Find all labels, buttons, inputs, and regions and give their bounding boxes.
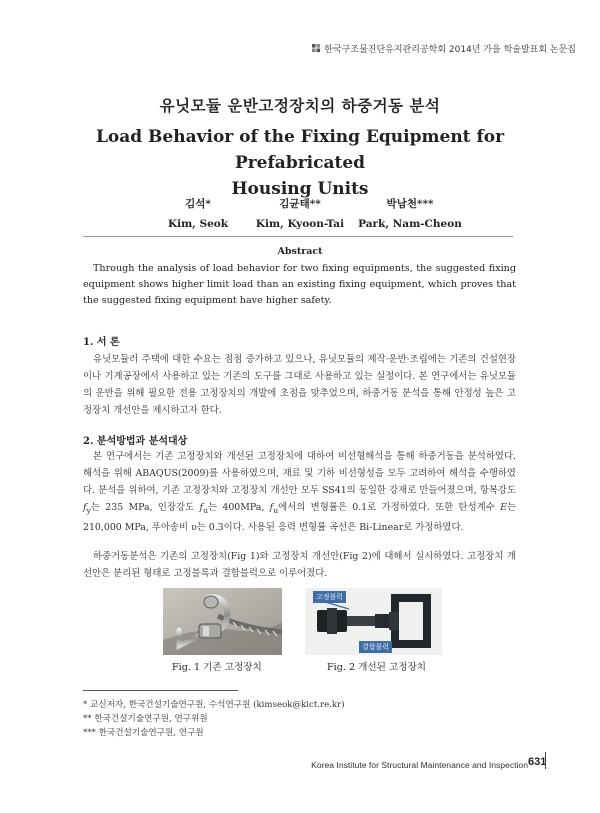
english-title-line2: Housing Units <box>231 179 369 199</box>
author-korean-name: 박남천*** <box>386 198 434 210</box>
tensile-strength-subscript: u <box>273 505 279 515</box>
section-2-heading: 2. 분석방법과 분석대상 <box>83 436 188 447</box>
author-3 <box>350 194 470 234</box>
arrow-icon <box>323 600 353 612</box>
figure-1-photo <box>163 588 282 655</box>
figure-1-caption: Fig. 1 기존 고정장치 <box>172 662 262 673</box>
author-english-name: Kim, Kyoon-Tai <box>255 218 345 230</box>
para-text: 는 210,000 MPa, 푸아송비 <box>83 502 516 533</box>
tensile-strength-subscript: u <box>202 505 208 515</box>
page-number-divider <box>545 752 546 769</box>
abstract-body: Through the analysis of load behavior for two fixing equipments, the suggested fixing equipment shows higher limit load than an existing fixing equipment, which proves that the suggested fixing equipment have higher safety. <box>83 263 516 306</box>
section-1-heading: 1. 서 론 <box>83 337 120 348</box>
author-korean-name: 김석* <box>185 198 211 210</box>
para-text: 에서의 변형률은 0.1로 가정하였다. 또한 탄성계수 <box>278 502 501 513</box>
footnote-1: * 교신저자, 한국건설기술연구원, 수석연구원 (kimseok@kict.re.kr) <box>83 700 345 710</box>
section-1-paragraph: 유닛모듈러 주택에 대한 수요는 점점 증가하고 있으나, 유닛모듈의 제작·운반·조립에는 기존의 건설현장이나 기계공장에서 사용하고 있는 기존의 도구를 그대로 사용하고 있는 실정이다. 본 연구에서는 유닛모듈의 운반을 위해 필요한 전용 고정장치의 개발에 초점을 맞추었으며, 하중거동 분석을 통해 안정성 높은 고정장치 개선안을 제시하고자 한다. <box>83 354 516 416</box>
para-text: 는 0.3이다. 사용된 응력 변형률 곡선은 Bi-Linear로 가정하였다. <box>196 521 464 533</box>
tensile-strength-symbol: f <box>199 502 203 513</box>
para-text: 는 400MPa, <box>207 502 270 513</box>
yield-strength-symbol: f <box>83 502 87 513</box>
abstract-heading: Abstract <box>277 246 323 257</box>
footnote-divider <box>83 690 238 691</box>
elastic-modulus-symbol: E <box>500 502 507 513</box>
author-2 <box>240 194 360 234</box>
running-header <box>312 42 576 55</box>
coupling-block-label: 결합블럭 <box>359 641 392 653</box>
tensile-strength-symbol: f <box>269 502 274 513</box>
header-text: 한국구조물진단유지관리공학회 2014년 가을 학술발표회 논문집 <box>324 45 576 55</box>
author-english-name: Park, Nam-Cheon <box>358 218 462 230</box>
figure-2-photo <box>305 588 442 655</box>
korean-title: 유닛모듈 운반고정장치의 하중거동 분석 <box>159 96 441 115</box>
author-english-name: Kim, Seok <box>167 218 229 230</box>
figure-2-caption: Fig. 2 개선된 고정장치 <box>327 662 427 673</box>
journal-logo-icon <box>312 44 321 53</box>
fixing-block-label: 고정블럭 <box>313 591 346 603</box>
footer-organization: Korea Institute for Structural Maintenance and Inspection <box>311 760 528 770</box>
footnote-2: ** 한국건설기술연구원, 연구위원 <box>83 714 208 724</box>
yield-strength-subscript: y <box>86 505 91 515</box>
para-text: 는 235 MPa, 인장강도 <box>90 502 200 513</box>
english-title-line1: Load Behavior of the Fixing Equipment for Prefabricated <box>95 127 505 173</box>
english-title <box>60 124 540 202</box>
para-text: 본 연구에서는 기존 고정장치와 개선된 고정장치에 대하여 비선형해석을 통해 하중거동을 분석하였다. 해석을 위해 ABAQUS(2009)를 사용하였으며, 재료 및 기하 비선형성을 모두 고려하여 해석을 수행하였다. 분석을 위하여, 기존 고정장치와 고정장치 개선안 모두 SS41의 동일한 강재로 만들어졌으며, 항복강도 <box>83 451 516 496</box>
section-2-paragraph-1 <box>83 448 516 536</box>
footnote-3: *** 한국건설기술연구원, 연구원 <box>83 728 204 738</box>
poisson-ratio-symbol: υ <box>191 521 197 533</box>
section-2-paragraph-2: 하중거동분석은 기존의 고정장치(Fig 1)와 고정장치 개선안(Fig 2)에 대해서 실시하였다. 고정장치 개선안은 분리된 형태로 고정블록과 결합블럭으로 이루어졌다. <box>83 551 516 579</box>
page-number: 631 <box>528 756 547 768</box>
title-divider <box>83 236 513 237</box>
author-korean-name: 김균태** <box>279 198 321 210</box>
